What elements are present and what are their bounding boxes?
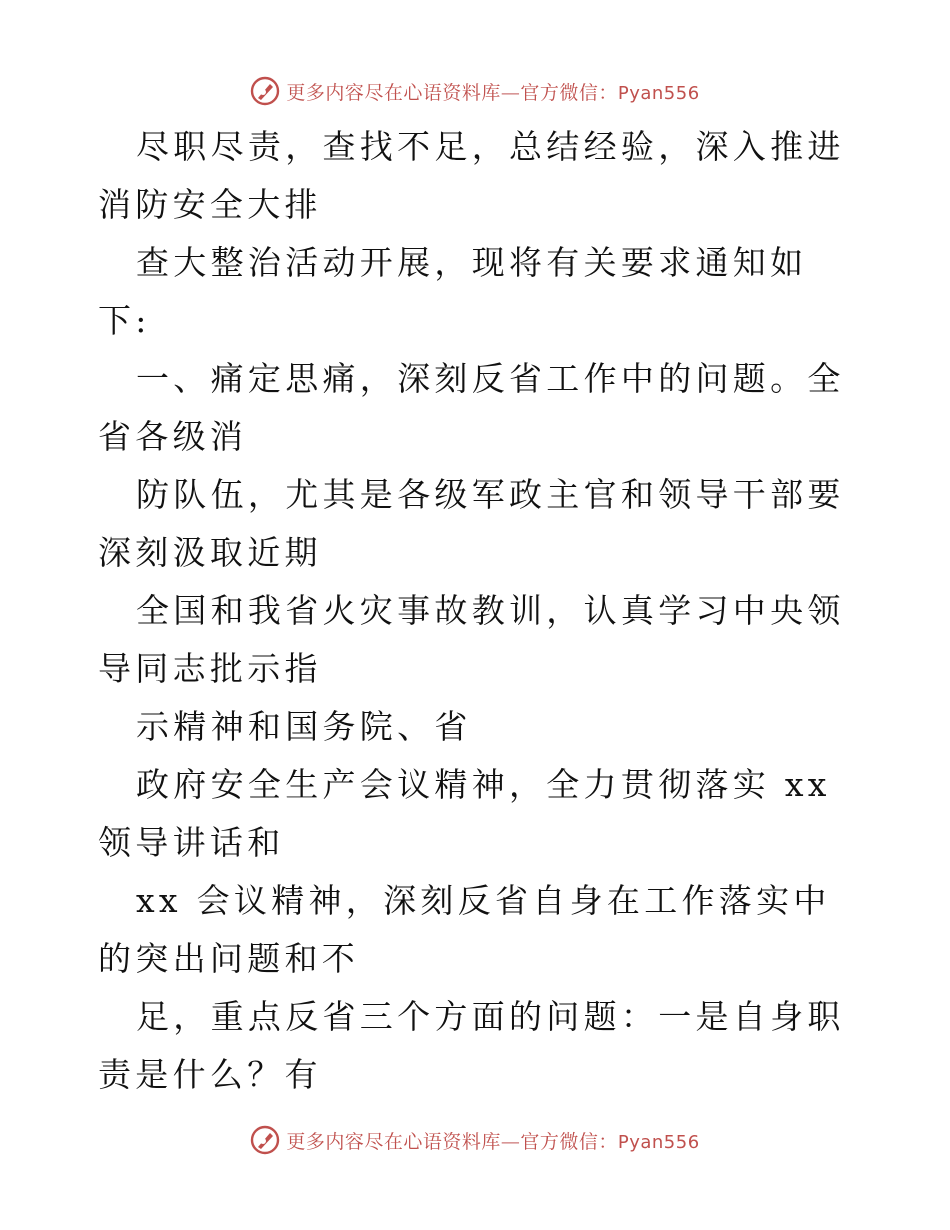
paragraph: 防队伍，尤其是各级军政主官和领导干部要深刻汲取近期 (98, 475, 845, 572)
header-watermark (0, 71, 950, 111)
paragraph: 查大整治活动开展，现将有关要求通知如下: (98, 243, 808, 340)
watermark-text: 更多内容尽在心语资料库—官方微信：Pyan556 (286, 81, 700, 104)
footer-watermark (0, 1120, 950, 1160)
document-body (98, 118, 858, 1104)
paragraph: xx 会议精神，深刻反省自身在工作落实中的突出问题和不 (98, 881, 831, 978)
paragraph: 尽职尽责，查找不足，总结经验，深入推进消防安全大排 (98, 127, 845, 224)
paragraph: 示精神和国务院、省 (136, 707, 472, 746)
logo-icon (250, 76, 280, 106)
logo-icon (250, 1125, 280, 1155)
paragraph: 足，重点反省三个方面的问题：一是自身职责是什么？有 (98, 997, 845, 1094)
paragraph: 一、痛定思痛，深刻反省工作中的问题。全省各级消 (98, 359, 845, 456)
paragraph: 政府安全生产会议精神，全力贯彻落实 xx 领导讲话和 (98, 765, 831, 862)
watermark-text: 更多内容尽在心语资料库—官方微信：Pyan556 (286, 1130, 700, 1153)
paragraph: 全国和我省火灾事故教训，认真学习中央领导同志批示指 (98, 591, 845, 688)
